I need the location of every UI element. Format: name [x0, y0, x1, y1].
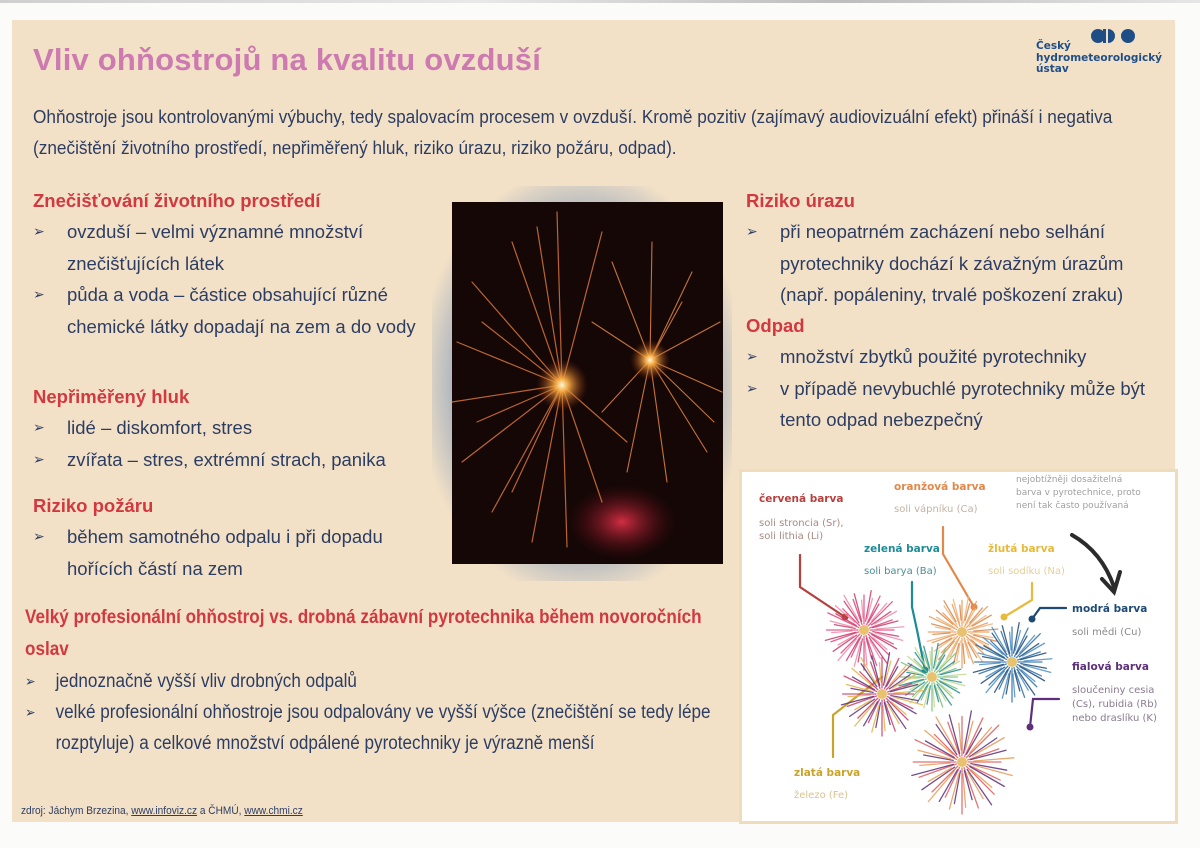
source-prefix: zdroj: Jáchym Brzezina, [21, 805, 129, 817]
list-item-text: půda a voda – částice obsahující různé chemické látky dopadají na zem a do vody [67, 284, 416, 337]
list-item [25, 666, 736, 697]
list-item-text: jednoznačně vyšší vliv drobných odpalů [55, 671, 357, 692]
source-red [759, 517, 844, 543]
note-line: nejobtížněji dosažitelná [1016, 475, 1123, 485]
list-item [746, 216, 1166, 311]
source-line: nebo draslíku (K) [1072, 713, 1157, 724]
bullet-arrow-icon: ➢ [33, 450, 45, 467]
section-heading: Odpad [746, 315, 805, 336]
bullet-arrow-icon: ➢ [25, 673, 36, 689]
list-item-text: velké profesionální ohňostroje jsou odpalovány ve vyšší výšce (znečištění se tedy lépe rozptyluje) a celkové množství odpálené pyrotechniky je výrazně menší [55, 702, 711, 754]
bullet-list [25, 666, 736, 759]
list-item-text: množství zbytků použité pyrotechniky [780, 346, 1087, 367]
list-item [25, 697, 736, 759]
source-line: (Cs), rubidia (Rb) [1072, 699, 1158, 710]
list-item [746, 373, 1166, 436]
section-pollution [33, 185, 433, 342]
list-item [33, 444, 453, 476]
bullet-arrow-icon: ➢ [33, 528, 45, 544]
list-item-text: lidé – diskomfort, stres [67, 417, 253, 438]
source-middle: a ČHMÚ, [199, 805, 242, 817]
section-injury [746, 185, 1166, 311]
list-item [33, 412, 453, 444]
source-credit [21, 805, 303, 817]
logo-line-3: ústav [1036, 63, 1069, 75]
label-orange: oranžová barva [894, 481, 986, 493]
bullet-arrow-icon: ➢ [746, 379, 758, 396]
bullet-arrow-icon: ➢ [746, 348, 758, 364]
bullet-list [33, 521, 433, 584]
logo-line-2: hydrometeorologický [1036, 51, 1163, 64]
label-yellow: žlutá barva [988, 543, 1055, 555]
source-yellow: soli sodíku (Na) [988, 566, 1065, 577]
section-heading: Velký profesionální ohňostroj vs. drobná zábavní pyrotechnika během novoročních oslav [25, 607, 702, 660]
section-fire [33, 490, 433, 584]
bullet-list [33, 412, 453, 475]
label-red: červená barva [759, 493, 844, 505]
fireworks-photo [452, 202, 723, 564]
list-item-text: během samotného odpalu i při dopadu hořících částí na zem [67, 526, 383, 579]
bullet-arrow-icon: ➢ [746, 223, 758, 239]
source-line: soli lithia (Li) [759, 531, 824, 542]
source-link-infoviz[interactable]: www.infoviz.cz [131, 805, 198, 817]
chmu-logo-text [1036, 41, 1176, 76]
list-item [33, 279, 433, 342]
bullet-arrow-icon: ➢ [33, 286, 45, 302]
section-waste [746, 310, 1166, 436]
section-heading: Znečišťování životního prostředí [33, 190, 321, 211]
source-purple [1072, 684, 1157, 726]
scan-top-edge [0, 0, 1200, 3]
list-item-text: při neopatrném zacházení nebo selhání pyrotechniky dochází k závažným úrazům (např. popáleniny, trvalé poškození zraku) [780, 221, 1124, 305]
section-noise [33, 381, 453, 475]
list-item [746, 341, 1166, 373]
bullet-arrow-icon: ➢ [25, 704, 36, 720]
label-blue: modrá barva [1072, 603, 1148, 615]
source-line: sloučeniny cesia [1072, 685, 1155, 696]
list-item [33, 521, 433, 584]
bullet-list [33, 216, 433, 342]
section-heading: Riziko úrazu [746, 190, 855, 211]
source-link-chmi[interactable]: www.chmi.cz [244, 805, 303, 817]
label-purple: fialová barva [1072, 661, 1149, 673]
section-heading: Nepřiměřený hluk [33, 386, 190, 407]
section-heading: Riziko požáru [33, 495, 154, 516]
label-gold: zlatá barva [794, 767, 861, 779]
section-comparison [25, 602, 736, 759]
note-line: není tak často používaná [1016, 501, 1129, 511]
fireworks-photo-art [452, 202, 723, 564]
list-item-text: ovzduší – velmi významné množství znečišťujících látek [67, 221, 364, 274]
source-gold: železo (Fe) [794, 790, 849, 801]
page-title: Vliv ohňostrojů na kvalitu ovzduší [33, 42, 542, 77]
bullet-list [746, 216, 1166, 311]
firework-colors-infographic [739, 469, 1178, 824]
source-green: soli barya (Ba) [864, 566, 937, 577]
bullet-arrow-icon: ➢ [33, 419, 45, 435]
list-item [33, 216, 433, 279]
logo-line-1: Český [1036, 40, 1071, 52]
source-line: soli stroncia (Sr), [759, 518, 844, 529]
bullet-list [746, 341, 1166, 436]
label-green: zelená barva [864, 543, 940, 555]
list-item-text: v případě nevybuchlé pyrotechniky může být tento odpad nebezpečný [780, 377, 1146, 430]
list-item-text: zvířata – stres, extrémní strach, panika [67, 448, 386, 470]
source-orange: soli vápníku (Ca) [894, 504, 978, 515]
hardest-color-note [1016, 474, 1141, 513]
source-blue: soli mědi (Cu) [1072, 627, 1142, 638]
note-line: barva v pyrotechnice, proto [1016, 488, 1141, 498]
bullet-arrow-icon: ➢ [33, 223, 45, 239]
intro-paragraph: Ohňostroje jsou kontrolovanými výbuchy, tedy spalovacím procesem v ovzduší. Kromě pozitiv (zajímavý audiovizuální efekt) přináší i negativa (znečištění životního prostředí, nepřiměřený hluk, riziko úrazu, riziko požáru, odpad). [33, 106, 1113, 158]
